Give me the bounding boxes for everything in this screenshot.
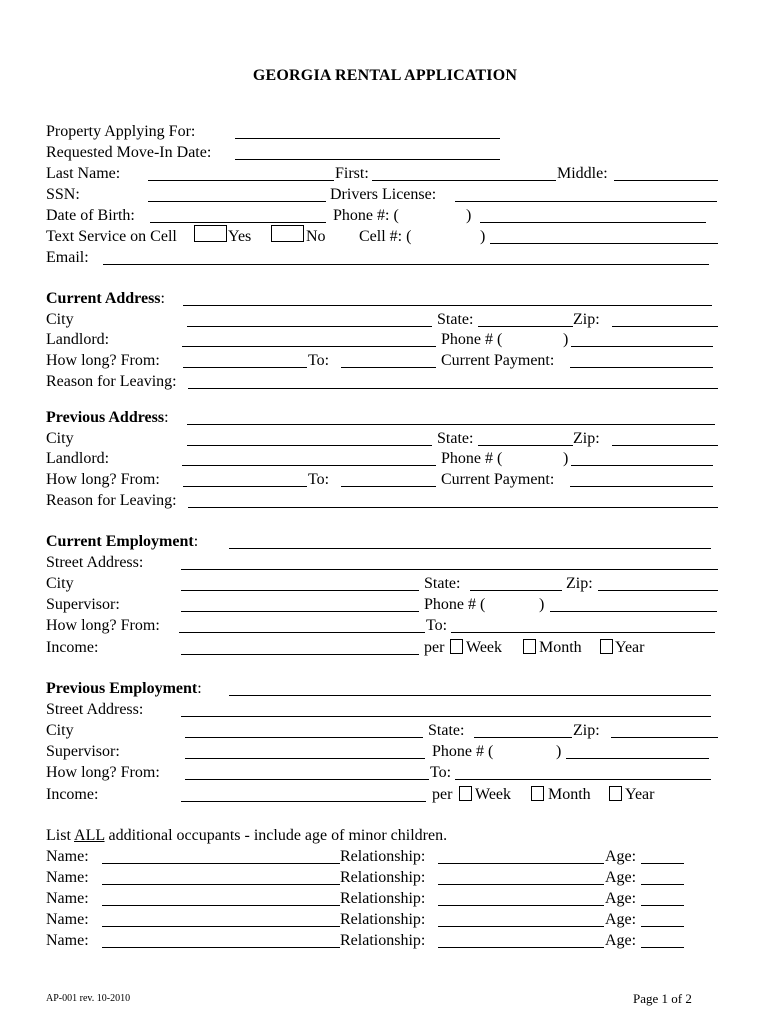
- current-emp-week-checkbox[interactable]: [450, 639, 463, 654]
- ssn-label: SSN:: [46, 186, 80, 203]
- current-emp-phone-field[interactable]: [550, 595, 717, 612]
- text-service-no-checkbox[interactable]: [271, 225, 304, 242]
- current-emp-city-label: City: [46, 575, 74, 592]
- property-field[interactable]: [235, 122, 500, 139]
- current-emp-street-label: Street Address:: [46, 554, 144, 571]
- current-landlord-phone-close: ): [563, 331, 569, 348]
- occupants-intro-pre: List: [46, 827, 75, 844]
- previous-emp-zip-label: Zip:: [573, 722, 600, 739]
- occupant-name-label: Name:: [46, 869, 89, 886]
- page-title: GEORGIA RENTAL APPLICATION: [252, 67, 518, 84]
- occupant-name-label: Name:: [46, 848, 89, 865]
- current-emp-supervisor-label: Supervisor:: [46, 596, 120, 613]
- current-emp-how-long-label: How long? From:: [46, 617, 160, 634]
- occupant-age-label: Age:: [605, 911, 637, 928]
- current-how-long-label: How long? From:: [46, 352, 160, 369]
- current-emp-street-field[interactable]: [181, 553, 718, 570]
- previous-emp-city-label: City: [46, 722, 74, 739]
- occupants-intro: [46, 827, 447, 845]
- current-zip-label: Zip:: [573, 311, 600, 328]
- occupant-relationship-field[interactable]: [438, 847, 604, 864]
- current-emp-state-field[interactable]: [470, 574, 562, 591]
- current-emp-income-field[interactable]: [181, 638, 419, 655]
- previous-payment-field[interactable]: [570, 470, 713, 487]
- email-label: Email:: [46, 249, 89, 266]
- current-emp-to-field[interactable]: [451, 616, 715, 633]
- occupant-age-label: Age:: [605, 932, 637, 949]
- previous-address-colon: :: [164, 409, 169, 426]
- current-payment-field[interactable]: [570, 351, 713, 368]
- occupant-relationship-label: Relationship:: [340, 848, 426, 865]
- current-state-label: State:: [437, 311, 474, 328]
- occupant-age-field[interactable]: [641, 868, 684, 885]
- previous-emp-supervisor-field[interactable]: [185, 742, 425, 759]
- current-landlord-label: Landlord:: [46, 331, 110, 348]
- occupant-name-field[interactable]: [102, 889, 340, 906]
- previous-state-field[interactable]: [478, 429, 573, 446]
- previous-address-field[interactable]: [187, 408, 715, 425]
- current-emp-income-label: Income:: [46, 639, 99, 656]
- current-emp-zip-field[interactable]: [598, 574, 718, 591]
- current-address-field[interactable]: [183, 289, 712, 306]
- previous-emp-week-label: Week: [475, 786, 512, 803]
- previous-emp-supervisor-label: Supervisor:: [46, 743, 120, 760]
- current-landlord-field[interactable]: [182, 330, 436, 347]
- previous-city-label: City: [46, 430, 74, 447]
- current-address-heading: Current Address: [46, 290, 161, 307]
- current-payment-label: Current Payment:: [441, 352, 555, 369]
- text-service-label: Text Service on Cell: [46, 228, 177, 245]
- text-service-yes-label: Yes: [228, 228, 252, 245]
- previous-emp-income-label: Income:: [46, 786, 99, 803]
- occupant-name-label: Name:: [46, 911, 89, 928]
- last-name-field[interactable]: [148, 164, 334, 181]
- middle-name-label: Middle:: [557, 165, 608, 182]
- current-emp-year-label: Year: [615, 639, 645, 656]
- current-landlord-phone-field[interactable]: [571, 330, 713, 347]
- text-service-yes-checkbox[interactable]: [194, 225, 227, 242]
- cell-close-paren: ): [480, 228, 486, 245]
- occupant-age-field[interactable]: [641, 889, 684, 906]
- ssn-field[interactable]: [148, 185, 326, 202]
- previous-emp-state-field[interactable]: [474, 721, 572, 738]
- occupant-relationship-label: Relationship:: [340, 869, 426, 886]
- occupant-name-field[interactable]: [102, 847, 340, 864]
- current-emp-state-label: State:: [424, 575, 461, 592]
- phone-field[interactable]: [480, 206, 706, 223]
- current-landlord-phone-label: Phone # (: [441, 331, 503, 348]
- page-number: Page 1 of 2: [633, 991, 692, 1006]
- email-field[interactable]: [103, 248, 709, 265]
- previous-address-heading: Previous Address: [46, 409, 165, 426]
- current-to-label: To:: [308, 352, 330, 369]
- previous-landlord-phone-close: ): [563, 450, 569, 467]
- previous-landlord-label: Landlord:: [46, 450, 110, 467]
- first-name-label: First:: [335, 165, 369, 182]
- previous-emp-city-field[interactable]: [185, 721, 423, 738]
- current-reason-label: Reason for Leaving:: [46, 373, 177, 390]
- previous-emp-street-label: Street Address:: [46, 701, 144, 718]
- previous-city-field[interactable]: [187, 429, 432, 446]
- current-state-field[interactable]: [478, 310, 573, 327]
- occupant-age-label: Age:: [605, 869, 637, 886]
- current-to-field[interactable]: [341, 351, 436, 368]
- occupant-age-label: Age:: [605, 848, 637, 865]
- previous-emp-state-label: State:: [428, 722, 465, 739]
- current-employment-heading: Current Employment: [46, 533, 194, 550]
- previous-to-field[interactable]: [341, 470, 436, 487]
- current-emp-city-field[interactable]: [181, 574, 419, 591]
- form-id: AP-001 rev. 10-2010: [46, 993, 131, 1004]
- occupant-name-label: Name:: [46, 932, 89, 949]
- previous-reason-field[interactable]: [188, 491, 718, 508]
- drivers-license-label: Drivers License:: [330, 186, 437, 203]
- occupant-relationship-label: Relationship:: [340, 890, 426, 907]
- current-employment-colon: :: [193, 533, 199, 550]
- property-label: Property Applying For:: [46, 123, 196, 140]
- first-name-field[interactable]: [372, 164, 556, 181]
- occupant-relationship-field[interactable]: [438, 889, 604, 906]
- previous-emp-how-long-label: How long? From:: [46, 764, 160, 781]
- current-emp-week-label: Week: [466, 639, 503, 656]
- previous-state-label: State:: [437, 430, 474, 447]
- previous-employer-field[interactable]: [229, 679, 711, 696]
- occupant-relationship-field[interactable]: [438, 931, 604, 948]
- current-from-field[interactable]: [183, 351, 307, 368]
- move-in-label: Requested Move-In Date:: [46, 144, 212, 161]
- current-employer-field[interactable]: [229, 532, 711, 549]
- current-emp-to-label: To:: [426, 617, 448, 634]
- previous-landlord-field[interactable]: [182, 449, 436, 466]
- occupant-age-field[interactable]: [641, 931, 684, 948]
- occupant-name-field[interactable]: [102, 931, 340, 948]
- dob-field[interactable]: [150, 206, 326, 223]
- occupants-intro-all: ALL: [74, 827, 105, 844]
- occupant-name-field[interactable]: [102, 910, 340, 927]
- previous-emp-to-label: To:: [430, 764, 452, 781]
- middle-name-field[interactable]: [614, 164, 718, 181]
- previous-emp-to-field[interactable]: [455, 763, 711, 780]
- current-emp-supervisor-field[interactable]: [181, 595, 419, 612]
- previous-zip-field[interactable]: [612, 429, 718, 446]
- occupant-relationship-field[interactable]: [438, 868, 604, 885]
- previous-to-label: To:: [308, 471, 330, 488]
- previous-payment-label: Current Payment:: [441, 471, 555, 488]
- current-reason-field[interactable]: [188, 372, 718, 389]
- previous-emp-year-checkbox[interactable]: [609, 786, 622, 801]
- occupant-relationship-field[interactable]: [438, 910, 604, 927]
- current-emp-zip-label: Zip:: [566, 575, 593, 592]
- occupant-age-label: Age:: [605, 890, 637, 907]
- current-emp-year-checkbox[interactable]: [600, 639, 613, 654]
- occupant-age-field[interactable]: [641, 847, 684, 864]
- occupants-intro-post: additional occupants - include age of minor children.: [104, 827, 448, 844]
- last-name-label: Last Name:: [46, 165, 121, 182]
- previous-emp-per-label: per: [432, 786, 453, 803]
- current-zip-field[interactable]: [612, 310, 718, 327]
- previous-from-field[interactable]: [183, 470, 307, 487]
- previous-emp-month-label: Month: [548, 786, 591, 803]
- current-emp-phone-label: Phone # (: [424, 596, 486, 613]
- text-service-no-label: No: [306, 228, 326, 245]
- previous-emp-phone-label: Phone # (: [432, 743, 494, 760]
- cell-label: Cell #: (: [359, 228, 412, 245]
- previous-emp-year-label: Year: [625, 786, 655, 803]
- previous-emp-income-field[interactable]: [181, 785, 426, 802]
- occupant-name-field[interactable]: [102, 868, 340, 885]
- previous-emp-month-checkbox[interactable]: [531, 786, 544, 801]
- current-city-label: City: [46, 311, 74, 328]
- current-emp-from-field[interactable]: [179, 616, 425, 633]
- previous-emp-phone-close: ): [556, 743, 562, 760]
- previous-employment-heading: Previous Employment: [46, 680, 198, 697]
- previous-reason-label: Reason for Leaving:: [46, 492, 177, 509]
- phone-label: Phone #: (: [333, 207, 399, 224]
- previous-emp-week-checkbox[interactable]: [459, 786, 472, 801]
- occupant-relationship-label: Relationship:: [340, 911, 426, 928]
- current-city-field[interactable]: [187, 310, 432, 327]
- current-emp-per-label: per: [424, 639, 445, 656]
- current-address-colon: :: [160, 290, 165, 307]
- current-emp-month-label: Month: [539, 639, 582, 656]
- current-emp-phone-close: ): [539, 596, 545, 613]
- drivers-license-field[interactable]: [455, 185, 717, 202]
- previous-how-long-label: How long? From:: [46, 471, 160, 488]
- cell-field[interactable]: [490, 227, 718, 244]
- previous-employment-colon: :: [197, 680, 202, 697]
- previous-landlord-phone-label: Phone # (: [441, 450, 503, 467]
- occupant-relationship-label: Relationship:: [340, 932, 426, 949]
- current-emp-month-checkbox[interactable]: [523, 639, 536, 654]
- dob-label: Date of Birth:: [46, 207, 135, 224]
- occupant-name-label: Name:: [46, 890, 89, 907]
- previous-emp-zip-field[interactable]: [611, 721, 718, 738]
- occupant-age-field[interactable]: [641, 910, 684, 927]
- previous-emp-street-field[interactable]: [181, 700, 711, 717]
- move-in-field[interactable]: [235, 143, 500, 160]
- phone-close-paren: ): [466, 207, 472, 224]
- previous-emp-from-field[interactable]: [185, 763, 429, 780]
- previous-zip-label: Zip:: [573, 430, 600, 447]
- previous-landlord-phone-field[interactable]: [571, 449, 713, 466]
- previous-emp-phone-field[interactable]: [566, 742, 709, 759]
